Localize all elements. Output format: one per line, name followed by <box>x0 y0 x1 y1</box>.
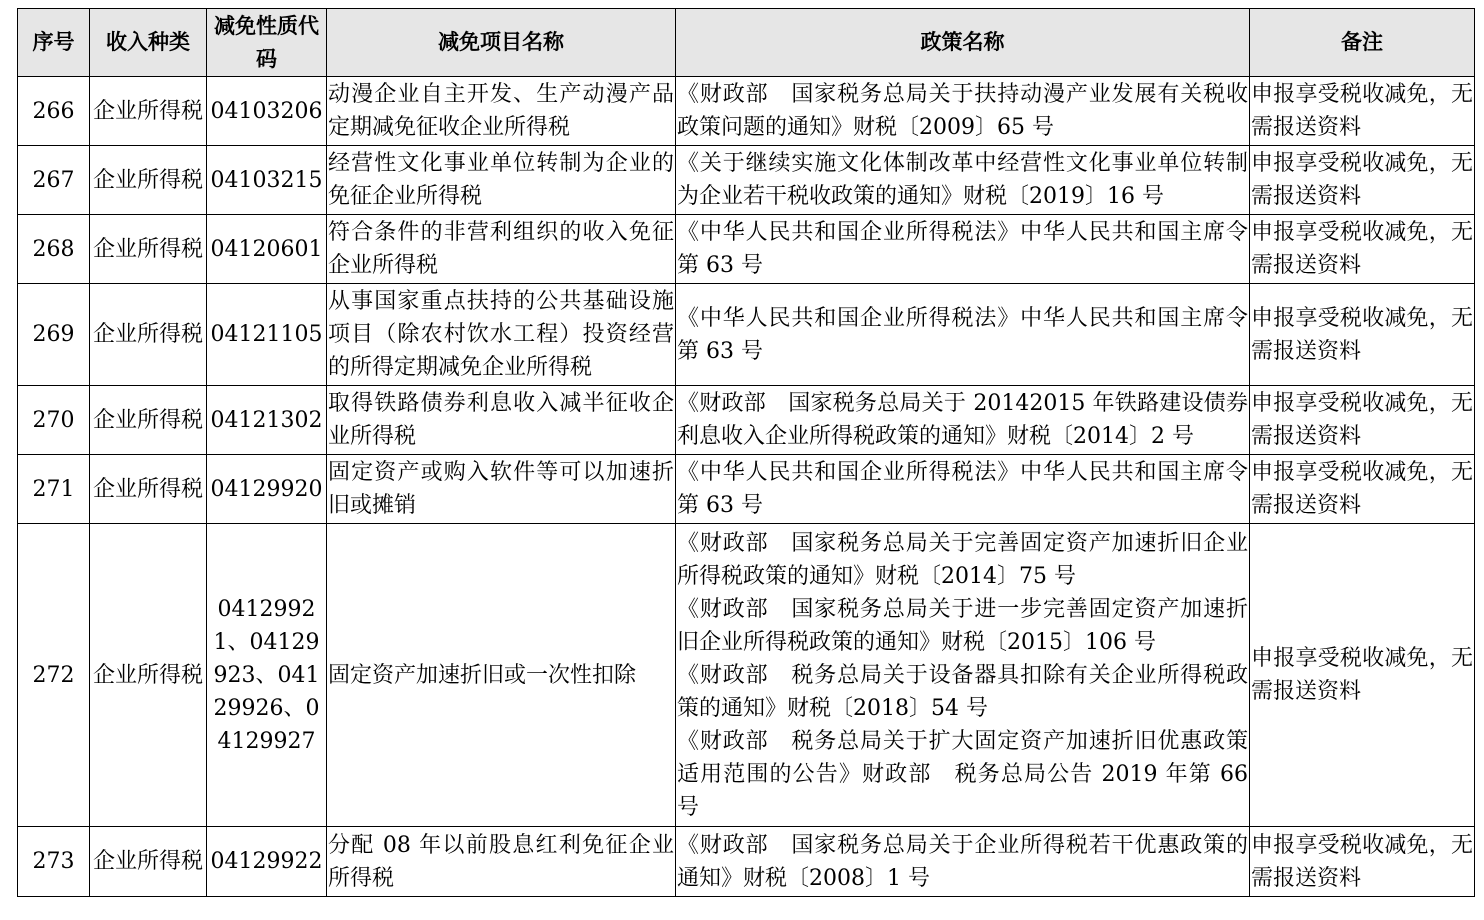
table-row <box>18 215 1475 284</box>
cell-income-type: 企业所得税 <box>90 77 207 146</box>
cell-income-type: 企业所得税 <box>90 146 207 215</box>
cell-reduction-code: 04103215 <box>207 146 327 215</box>
cell-reduction-item: 动漫企业自主开发、生产动漫产品定期减免征收企业所得税 <box>327 77 676 146</box>
cell-remarks: 申报享受税收减免，无需报送资料 <box>1250 146 1475 215</box>
cell-reduction-code: 04121302 <box>207 386 327 455</box>
table-row <box>18 284 1475 386</box>
table-row <box>18 146 1475 215</box>
table-row <box>18 77 1475 146</box>
cell-remarks: 申报享受税收减免，无需报送资料 <box>1250 77 1475 146</box>
policy-line: 《财政部 国家税务总局关于进一步完善固定资产加速折旧企业所得税政策的通知》财税〔2015〕106 号 <box>677 596 1248 655</box>
cell-remarks: 申报享受税收减免，无需报送资料 <box>1250 215 1475 284</box>
cell-reduction-code: 04129920 <box>207 455 327 524</box>
cell-reduction-code: 04129921、04129923、04129926、04129927 <box>207 524 327 827</box>
cell-reduction-item: 从事国家重点扶持的公共基础设施项目（除农村饮水工程）投资经营的所得定期减免企业所得税 <box>327 284 676 386</box>
cell-remarks: 申报享受税收减免，无需报送资料 <box>1250 386 1475 455</box>
cell-income-type: 企业所得税 <box>90 386 207 455</box>
cell-remarks: 申报享受税收减免，无需报送资料 <box>1250 455 1475 524</box>
cell-reduction-code: 04129922 <box>207 827 327 897</box>
cell-seq: 270 <box>18 386 90 455</box>
policy-line: 《财政部 税务总局关于设备器具扣除有关企业所得税政策的通知》财税〔2018〕54 号 <box>677 662 1248 721</box>
cell-reduction-item: 经营性文化事业单位转制为企业的免征企业所得税 <box>327 146 676 215</box>
cell-reduction-item: 符合条件的非营利组织的收入免征企业所得税 <box>327 215 676 284</box>
cell-reduction-item: 固定资产或购入软件等可以加速折旧或摊销 <box>327 455 676 524</box>
cell-policy-name: 《中华人民共和国企业所得税法》中华人民共和国主席令第 63 号 <box>676 284 1250 386</box>
cell-seq: 273 <box>18 827 90 897</box>
cell-reduction-code: 04120601 <box>207 215 327 284</box>
header-policy-name: 政策名称 <box>676 9 1250 77</box>
cell-seq: 266 <box>18 77 90 146</box>
cell-remarks: 申报享受税收减免，无需报送资料 <box>1250 524 1475 827</box>
cell-seq: 272 <box>18 524 90 827</box>
cell-reduction-item: 分配 08 年以前股息红利免征企业所得税 <box>327 827 676 897</box>
cell-income-type: 企业所得税 <box>90 455 207 524</box>
header-income-type: 收入种类 <box>90 9 207 77</box>
cell-policy-name: 《中华人民共和国企业所得税法》中华人民共和国主席令第 63 号 <box>676 215 1250 284</box>
cell-reduction-item: 取得铁路债券利息收入减半征收企业所得税 <box>327 386 676 455</box>
cell-seq: 271 <box>18 455 90 524</box>
cell-policy-name: 《财政部 国家税务总局关于 20142015 年铁路建设债券利息收入企业所得税政策的通知》财税〔2014〕2 号 <box>676 386 1250 455</box>
cell-reduction-code: 04121105 <box>207 284 327 386</box>
policy-line: 《财政部 国家税务总局关于完善固定资产加速折旧企业所得税政策的通知》财税〔2014〕75 号 <box>677 530 1248 589</box>
header-reduction-code: 减免性质代码 <box>207 9 327 77</box>
cell-seq: 269 <box>18 284 90 386</box>
cell-policy-name <box>676 524 1250 827</box>
table-row <box>18 827 1475 897</box>
cell-policy-name: 《财政部 国家税务总局关于企业所得税若干优惠政策的通知》财税〔2008〕1 号 <box>676 827 1250 897</box>
header-reduction-item: 减免项目名称 <box>327 9 676 77</box>
cell-seq: 268 <box>18 215 90 284</box>
cell-policy-name: 《关于继续实施文化体制改革中经营性文化事业单位转制为企业若干税收政策的通知》财税〔2019〕16 号 <box>676 146 1250 215</box>
cell-income-type: 企业所得税 <box>90 284 207 386</box>
cell-income-type: 企业所得税 <box>90 215 207 284</box>
policy-line: 《财政部 税务总局关于扩大固定资产加速折旧优惠政策适用范围的公告》财政部 税务总局公告 2019 年第 66 号 <box>677 728 1248 820</box>
table-header-row <box>18 9 1475 77</box>
table-row <box>18 524 1475 827</box>
cell-seq: 267 <box>18 146 90 215</box>
cell-remarks: 申报享受税收减免，无需报送资料 <box>1250 284 1475 386</box>
cell-remarks: 申报享受税收减免，无需报送资料 <box>1250 827 1475 897</box>
table-row <box>18 455 1475 524</box>
cell-income-type: 企业所得税 <box>90 827 207 897</box>
table-row <box>18 386 1475 455</box>
header-remarks: 备注 <box>1250 9 1475 77</box>
cell-reduction-item: 固定资产加速折旧或一次性扣除 <box>327 524 676 827</box>
cell-reduction-code: 04103206 <box>207 77 327 146</box>
cell-policy-name: 《财政部 国家税务总局关于扶持动漫产业发展有关税收政策问题的通知》财税〔2009〕65 号 <box>676 77 1250 146</box>
cell-policy-name: 《中华人民共和国企业所得税法》中华人民共和国主席令第 63 号 <box>676 455 1250 524</box>
tax-exemption-table <box>17 8 1475 897</box>
header-seq: 序号 <box>18 9 90 77</box>
cell-income-type: 企业所得税 <box>90 524 207 827</box>
